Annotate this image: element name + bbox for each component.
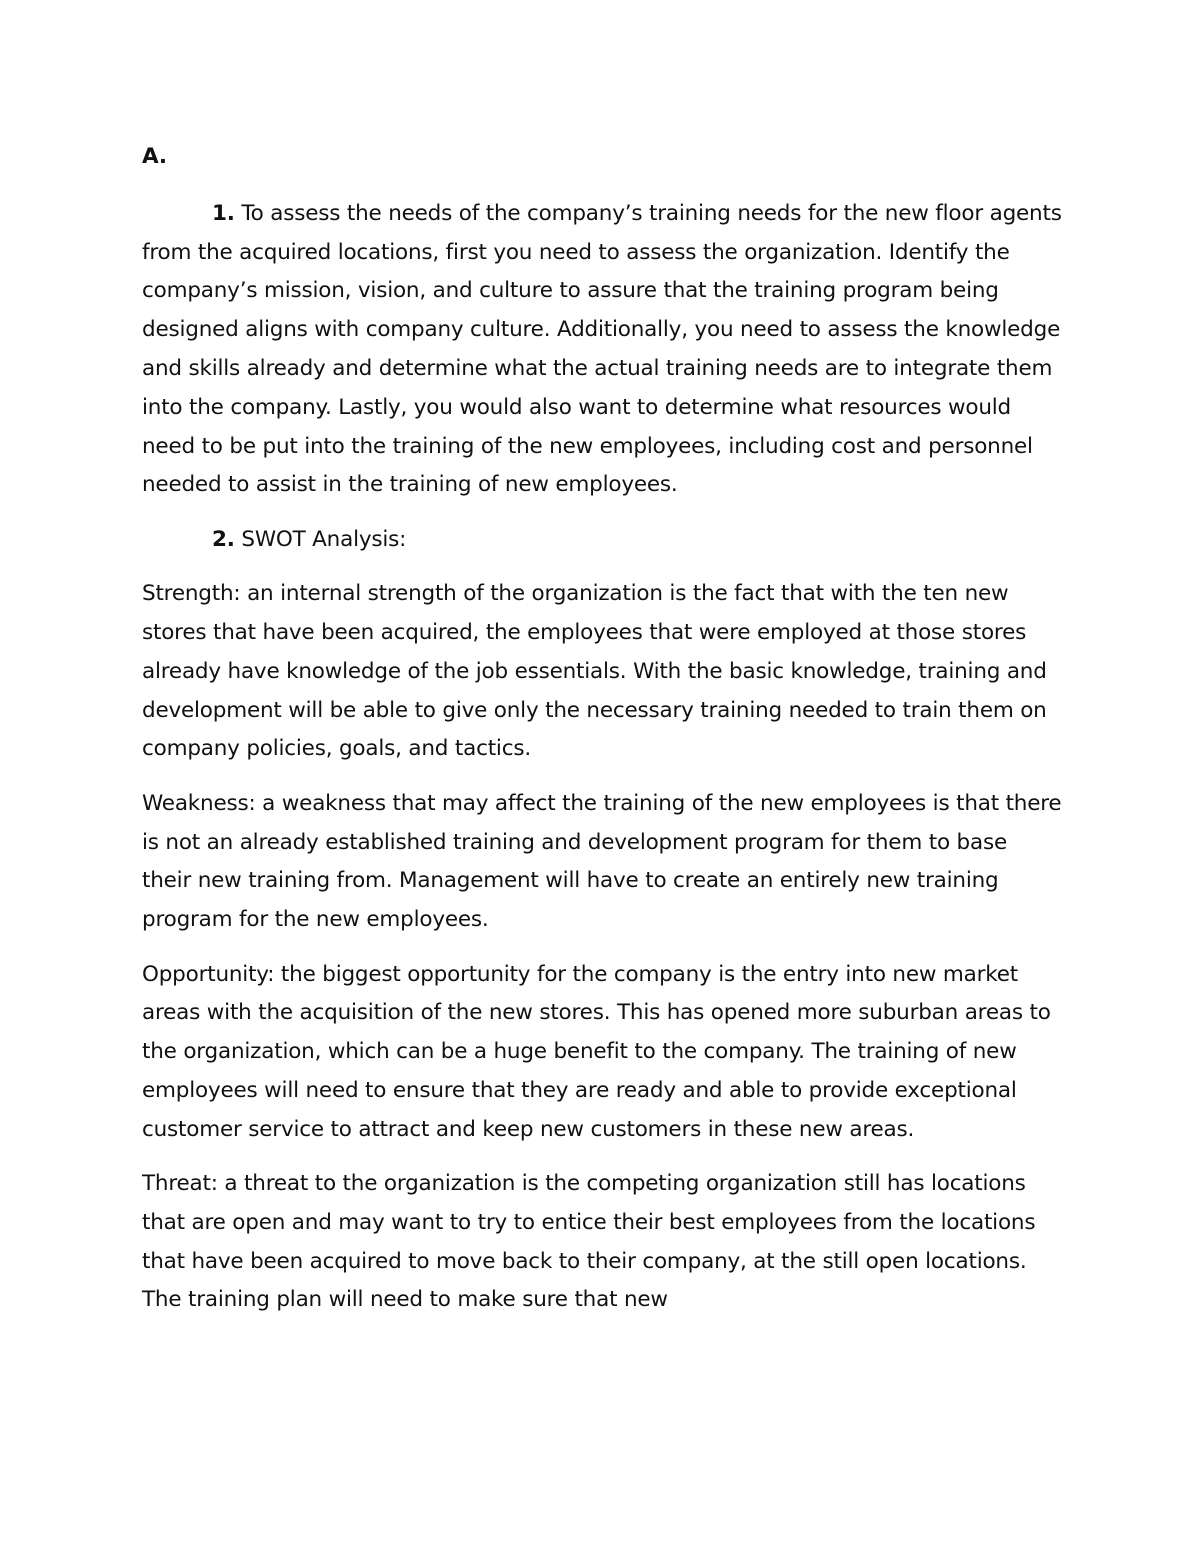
item-2-text: SWOT Analysis:: [234, 526, 407, 552]
swot-strength-paragraph: Strength: an internal strength of the organization is the fact that with the ten new stores that have been acquired, the employees that were employed at those stores already have knowledge of the job essentials. With the basic knowledge, training and development will be able to give only the necessary training needed to train them on company policies, goals, and tactics.: [142, 581, 1047, 762]
swot-threat-paragraph: Threat: a threat to the organization is the competing organization still has locations that are open and may want to try to entice their best employees from the locations that have been acquired to move back to their company, at the still open locations. The training plan will need to make sure that new: [142, 1171, 1036, 1313]
item-2-paragraph: [142, 521, 1062, 560]
item-1-paragraph: [142, 195, 1062, 505]
swot-opportunity-paragraph: Opportunity: the biggest opportunity for the company is the entry into new market areas with the acquisition of the new stores. This has opened more suburban areas to the organization, which can be a huge benefit to the company. The training of new employees will need to ensure that they are ready and able to provide exceptional customer service to attract and keep new customers in these new areas.: [142, 961, 1051, 1142]
item-1-number: 1.: [212, 200, 235, 226]
swot-weakness-paragraph: Weakness: a weakness that may affect the training of the new employees is that there is not an already established training and development program for them to base their new training from. Management will have to create an entirely new training program for the new employees.: [142, 790, 1062, 933]
item-2-number: 2.: [212, 526, 235, 552]
section-label: A.: [142, 144, 167, 169]
item-1-text: To assess the needs of the company’s training needs for the new floor agents from the acquired locations, first you need to assess the organization. Identify the company’s mission, vision, and culture to assure that the training program being designed aligns with company culture. Additionally, you need to assess the knowledge and skills already and determine what the actual training needs are to integrate them into the company. Lastly, you would also want to determine what resources would need to be put into the training of the new employees, including cost and personnel needed to assist in the training of new employees.: [142, 200, 1062, 498]
document-body: [142, 138, 1062, 1336]
